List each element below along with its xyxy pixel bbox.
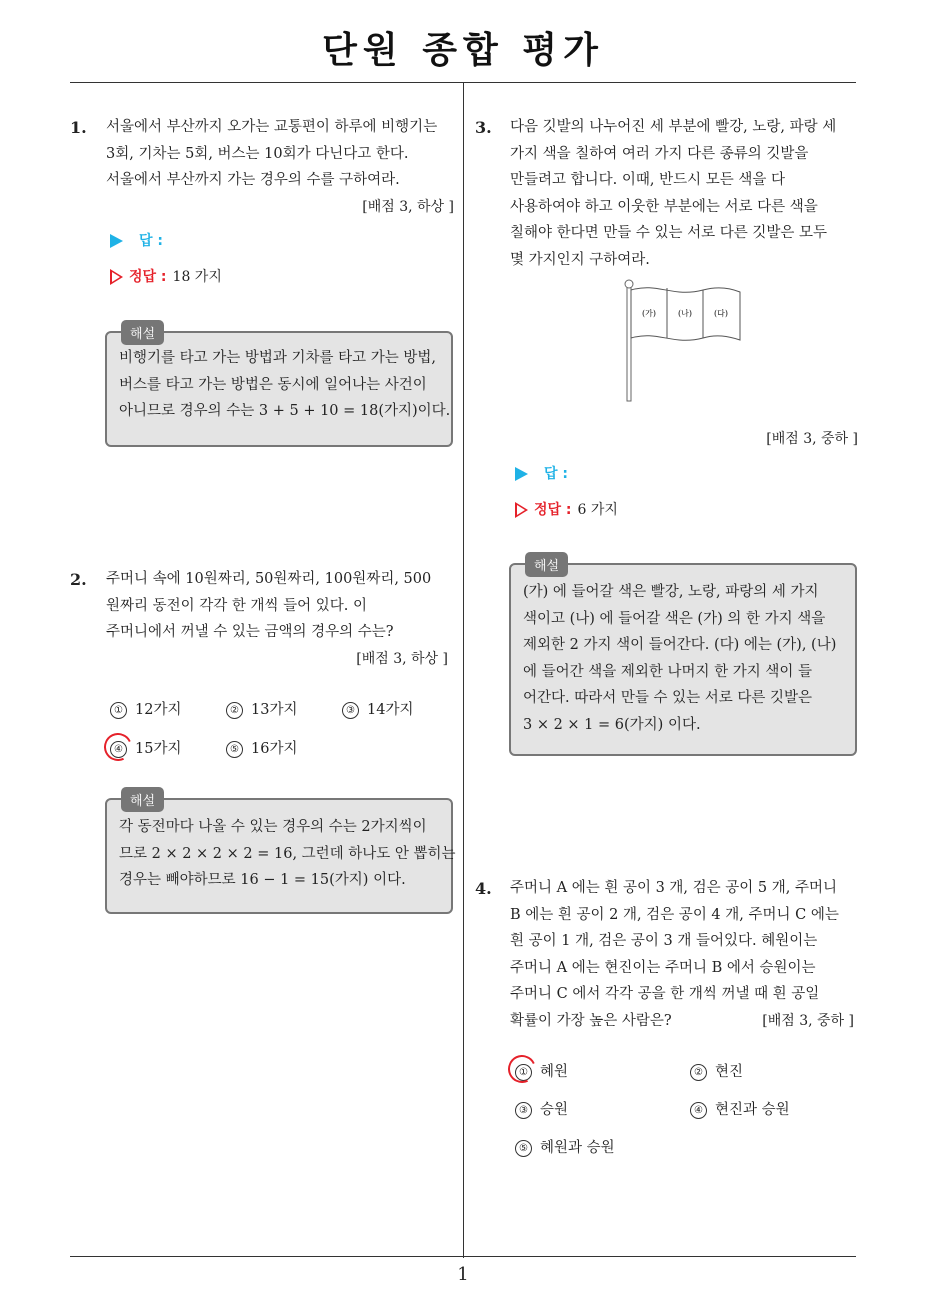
choice-2[interactable]: ② 13가지	[226, 698, 297, 719]
question-4-score: [배점 3, 중하 ]	[762, 1013, 854, 1029]
question-line: 만들려고 합니다. 이때, 반드시 모든 색을 다	[510, 172, 785, 188]
question-line: 서울에서 부산까지 오가는 교통편이 하루에 비행기는	[106, 119, 438, 135]
outline-arrow-icon	[515, 502, 528, 518]
choice-1[interactable]: ① 12가지	[110, 698, 181, 719]
play-arrow-icon	[110, 234, 123, 248]
flag-label: (나)	[678, 309, 692, 318]
correct-label: 정답 :	[129, 269, 167, 285]
question-1-text	[106, 114, 437, 194]
explanation-line: 므로 2 × 2 × 2 × 2 = 16, 그런데 하나도 안 뽑히는	[119, 845, 456, 862]
selected-answer-mark	[100, 729, 136, 765]
choice-1[interactable]: ① 혜원	[515, 1060, 568, 1081]
answer-label: 답 :	[139, 233, 163, 249]
explanation-line: 에 들어간 색을 제외한 나머지 한 가지 색이 들	[523, 663, 812, 680]
choice-number: ③	[342, 702, 359, 719]
question-line: 흰 공이 1 개, 검은 공이 3 개 들어있다. 혜원이는	[510, 933, 818, 949]
correct-label: 정답 :	[534, 502, 572, 518]
question-3-number: 3.	[475, 118, 492, 137]
question-1-answer	[110, 230, 163, 250]
explanation-line: 경우는 빼야하므로 16 − 1 = 15(가지) 이다.	[119, 872, 406, 888]
question-line: 사용하여야 하고 이웃한 부분에는 서로 다른 색을	[510, 198, 818, 215]
question-line: 주머니 C 에서 각각 공을 한 개씩 꺼낼 때 흰 공일	[510, 986, 820, 1002]
choice-3[interactable]: ③ 승원	[515, 1098, 568, 1119]
question-2-number: 2.	[70, 570, 87, 589]
outline-arrow-icon	[110, 269, 123, 285]
choice-5[interactable]: ⑤ 혜원과 승원	[515, 1136, 615, 1157]
selected-answer-mark	[504, 1051, 540, 1087]
choice-4[interactable]: ④ 현진과 승원	[690, 1098, 790, 1119]
choice-number: ②	[690, 1064, 707, 1081]
question-line: 주머니 A 에는 흰 공이 3 개, 검은 공이 5 개, 주머니	[510, 880, 837, 896]
flag-figure	[618, 276, 748, 404]
question-line: 서울에서 부산까지 가는 경우의 수를 구하여라.	[106, 172, 400, 188]
choice-number: ⑤	[226, 741, 243, 758]
question-2-text	[106, 566, 431, 646]
explanation-line: 버스를 타고 가는 방법은 동시에 일어나는 사건이	[119, 376, 427, 393]
choice-number: ⑤	[515, 1140, 532, 1157]
explanation-line: 제외한 2 가지 색이 들어간다. (다) 에는 (가), (나)	[523, 637, 837, 653]
question-line: 칠해야 한다면 만들 수 있는 서로 다른 깃발은 모두	[510, 225, 828, 241]
question-3-correct-answer	[515, 499, 618, 519]
question-line: 다음 깃발의 나누어진 세 부분에 빨강, 노랑, 파랑 세	[510, 119, 837, 135]
choice-5[interactable]: ⑤ 16가지	[226, 737, 297, 758]
question-3-answer	[515, 463, 568, 483]
flag-pole-top	[625, 280, 633, 288]
explanation-tag: 해설	[525, 552, 568, 577]
play-arrow-icon	[515, 467, 528, 481]
choice-number: ④	[110, 741, 127, 758]
question-2-explanation	[105, 794, 456, 914]
explanation-line: 각 동전마다 나올 수 있는 경우의 수는 2가지씩이	[119, 819, 427, 835]
question-3-text	[510, 114, 836, 273]
choice-2[interactable]: ② 현진	[690, 1060, 743, 1081]
explanation-tag: 해설	[121, 787, 164, 812]
question-1-number: 1.	[70, 118, 87, 137]
flag-label: (다)	[714, 309, 728, 318]
question-line: 주머니 속에 10원짜리, 50원짜리, 100원짜리, 500	[106, 571, 432, 587]
bottom-divider	[70, 1256, 856, 1257]
column-divider	[463, 83, 464, 1258]
choice-4[interactable]: ④ 15가지	[110, 737, 181, 758]
question-2-score: [배점 3, 하상 ]	[356, 651, 448, 667]
correct-value: 6 가지	[577, 502, 618, 518]
page-number: 1	[457, 1264, 469, 1285]
flag-pole	[627, 286, 631, 401]
flag-label: (가)	[642, 309, 656, 318]
question-line: B 에는 흰 공이 2 개, 검은 공이 4 개, 주머니 C 에는	[510, 906, 839, 923]
question-line: 주머니 A 에는 현진이는 주머니 B 에서 승원이는	[510, 959, 816, 976]
question-line: 확률이 가장 높은 사람은?	[510, 1012, 672, 1029]
choice-number: ③	[515, 1102, 532, 1119]
explanation-line: 어간다. 따라서 만들 수 있는 서로 다른 깃발은	[523, 690, 812, 706]
choice-number: ④	[690, 1102, 707, 1119]
explanation-tag: 해설	[121, 320, 164, 345]
question-line: 몇 가지인지 구하여라.	[510, 251, 650, 268]
question-3-score: [배점 3, 중하 ]	[766, 431, 858, 447]
explanation-line: 비행기를 타고 가는 방법과 기차를 타고 가는 방법,	[119, 350, 437, 366]
correct-value: 18 가지	[172, 269, 222, 285]
explanation-line: 아니므로 경우의 수는 3 + 5 + 10 = 18(가지)이다.	[119, 403, 451, 419]
question-line: 원짜리 동전이 각각 한 개씩 들어 있다. 이	[106, 597, 367, 614]
choice-number: ②	[226, 702, 243, 719]
choice-number: ①	[110, 702, 127, 719]
question-line: 3회, 기차는 5회, 버스는 10회가 다닌다고 한다.	[106, 145, 409, 162]
question-1-score: [배점 3, 하상 ]	[362, 199, 454, 215]
choice-number: ①	[515, 1064, 532, 1081]
question-line: 가지 색을 칠하여 여러 가지 다른 종류의 깃발을	[510, 145, 809, 162]
question-4-number: 4.	[475, 879, 492, 898]
explanation-line: 색이고 (나) 에 들어갈 색은 (가) 의 한 가지 색을	[523, 610, 826, 627]
question-3-explanation	[509, 559, 857, 756]
explanation-line: 3 × 2 × 1 = 6(가지) 이다.	[523, 716, 701, 733]
question-1-correct-answer	[110, 266, 222, 286]
page-title: 단원 종합 평가	[322, 30, 604, 71]
choice-3[interactable]: ③ 14가지	[342, 698, 413, 719]
question-line: 주머니에서 꺼낼 수 있는 금액의 경우의 수는?	[106, 624, 394, 640]
question-1-explanation	[105, 327, 453, 447]
explanation-line: (가) 에 들어갈 색은 빨강, 노랑, 파랑의 세 가지	[523, 584, 819, 600]
answer-label: 답 :	[544, 466, 568, 482]
